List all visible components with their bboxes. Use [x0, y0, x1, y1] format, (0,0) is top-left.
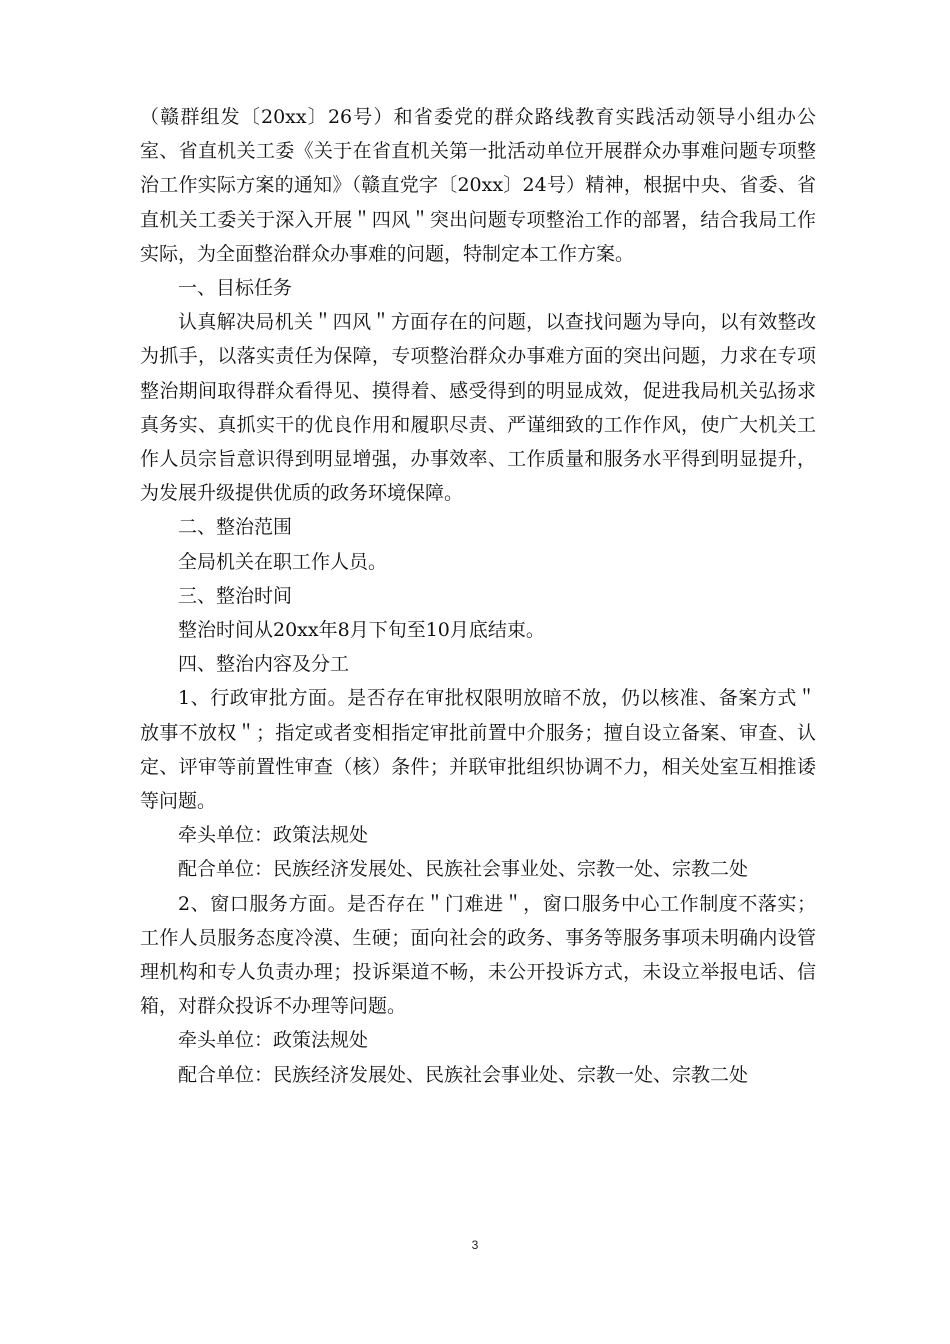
heading-goals: 一、目标任务 — [178, 277, 293, 300]
heading-time: 三、整治时间 — [178, 584, 293, 607]
support-unit-1: 配合单位：民族经济发展处、民族社会事业处、宗教一处、宗教二处 — [178, 858, 749, 881]
heading-scope: 二、整治范围 — [178, 516, 293, 539]
paragraph-goals: 认真解决局机关＂四风＂方面存在的问题，以查找问题为导向，以有效整改为抓手，以落实责任为保障，专项整治群众办事难方面的突出问题，力求在专项整治期间取得群众看得见、摸得着、感受得到的明显成效，促进我局机关弘扬求真务实、真抓实干的优良作用和履职尽责、严谨细致的工作作风，使广大机关工作人员宗旨意识得到明显增强，办事效率、工作质量和服务水平得到明显提升，为发展升级提供优质的政务环境保障。 — [140, 311, 816, 505]
lead-unit-1: 牵头单位：政策法规处 — [178, 824, 369, 847]
heading-content: 四、整治内容及分工 — [178, 653, 350, 676]
paragraph-time: 整治时间从20xx年8月下旬至10月底结束。 — [178, 619, 545, 642]
paragraph-item-1: 1、行政审批方面。是否存在审批权限明放暗不放，仍以核准、备案方式＂放事不放权＂；指定或者变相指定审批前置中介服务；擅自设立备案、审查、认定、评审等前置性审查（核）条件；并联审批组织协调不力，相关处室互相推诿等问题。 — [140, 687, 816, 813]
page-number: 3 — [471, 1238, 479, 1252]
paragraph-scope: 全局机关在职工作人员。 — [178, 550, 388, 573]
paragraph-intro-continued: （赣群组发〔20xx〕26号）和省委党的群众路线教育实践活动领导小组办公室、省直机关工委《关于在省直机关第一批活动单位开展群众办事难问题专项整治工作实际方案的通知》（赣直党字〔20xx〕24号）精神，根据中央、省委、省直机关工委关于深入开展＂四风＂突出问题专项整治工作的部署，结合我局工作实际，为全面整治群众办事难的问题，特制定本工作方案。 — [140, 106, 816, 265]
lead-unit-2: 牵头单位：政策法规处 — [178, 1029, 369, 1052]
paragraph-item-2: 2、窗口服务方面。是否存在＂门难进＂，窗口服务中心工作制度不落实；工作人员服务态度冷漠、生硬；面向社会的政务、事务等服务事项未明确内设管理机构和专人负责办理；投诉渠道不畅，未公开投诉方式，未设立举报电话、信箱，对群众投诉不办理等问题。 — [140, 892, 816, 1018]
document-body — [140, 100, 816, 1092]
support-unit-2: 配合单位：民族经济发展处、民族社会事业处、宗教一处、宗教二处 — [178, 1063, 749, 1086]
